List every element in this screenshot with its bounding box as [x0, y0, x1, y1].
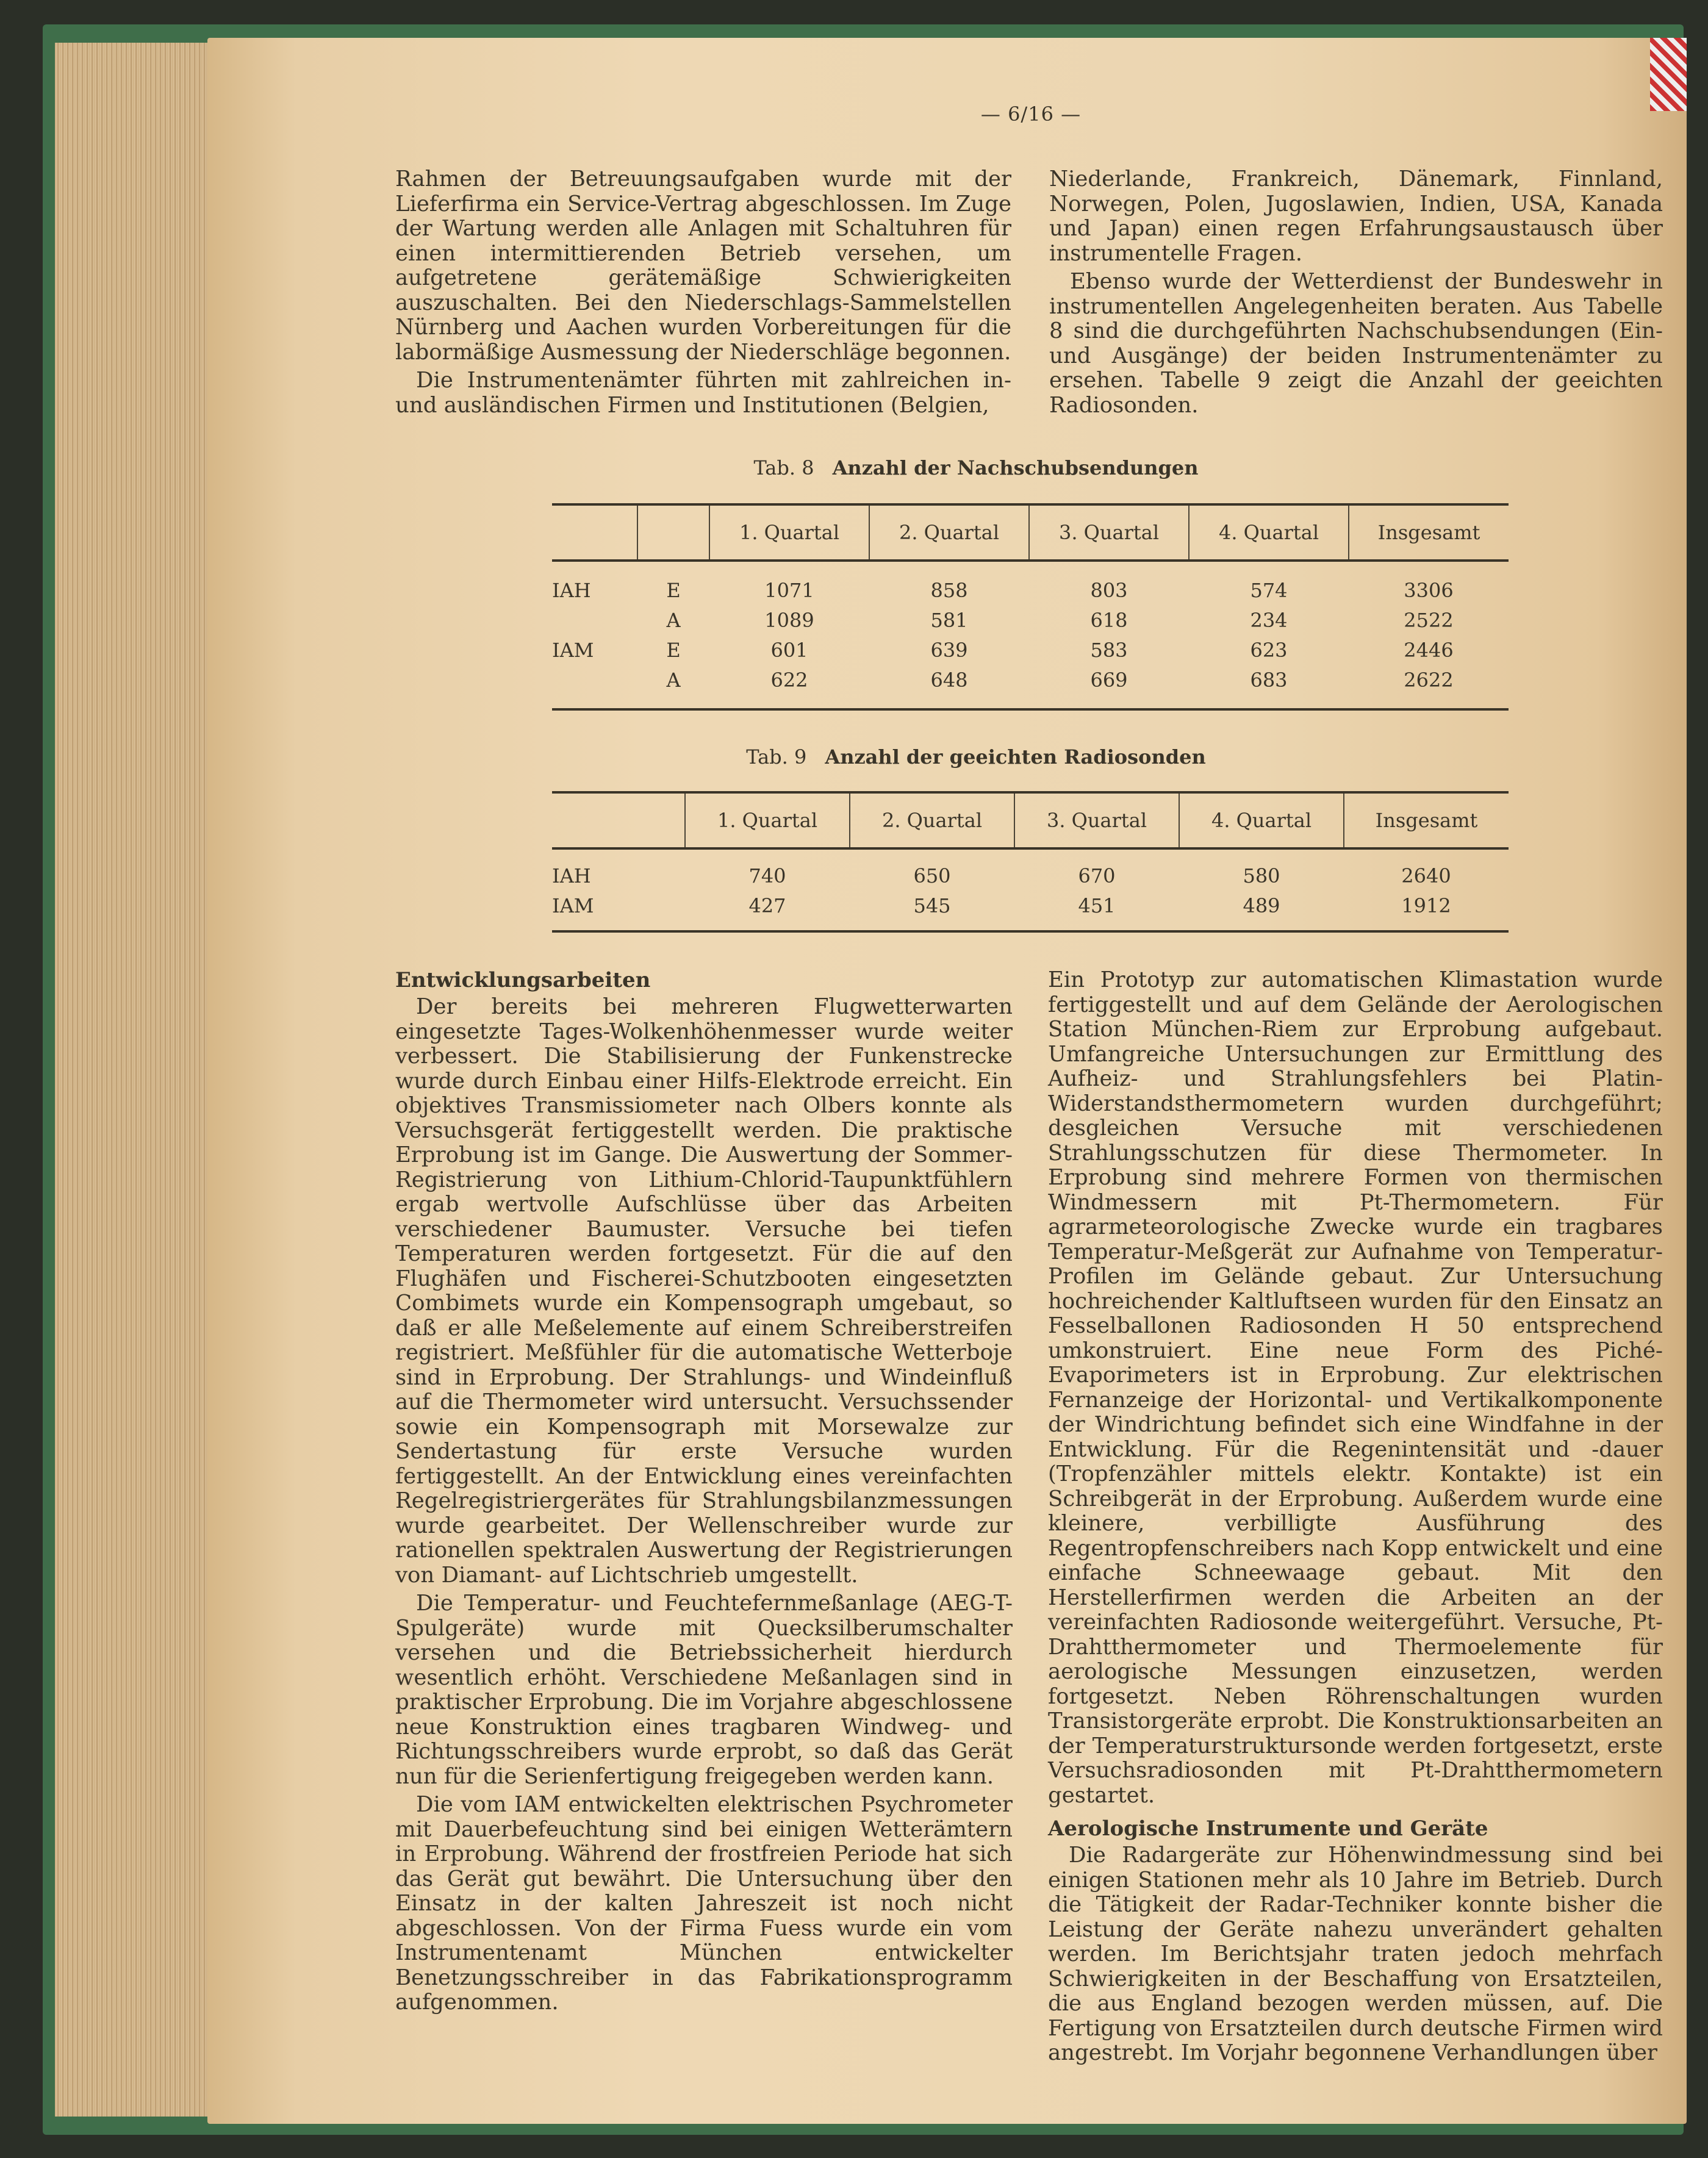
- value-cell: 623: [1250, 638, 1288, 662]
- column-header: Insgesamt: [1344, 792, 1509, 848]
- section-heading: Entwicklungsarbeiten: [395, 968, 651, 992]
- type-cell: E: [666, 638, 681, 662]
- table-row: [552, 848, 1509, 891]
- value-cell: 622: [770, 668, 808, 692]
- value-cell: 683: [1250, 668, 1288, 692]
- page-number: — 6/16 —: [980, 102, 1082, 126]
- value-cell: 648: [930, 668, 968, 692]
- color-calibration-strip: [1650, 38, 1687, 111]
- paragraph: Niederlande, Frankreich, Dänemark, Finnland, Norwegen, Polen, Jugoslawien, Indien, USA, Kanada und Japan) einen regen Erfahrungsaustausch über instrumentelle Fragen.: [1049, 167, 1663, 266]
- column-header: 4. Quartal: [1179, 792, 1344, 848]
- station-cell: IAH: [552, 864, 591, 887]
- table-9-caption: [549, 745, 1403, 769]
- column-bottom-left: [395, 968, 1013, 2019]
- table-row: [552, 605, 1509, 635]
- value-cell: 489: [1243, 894, 1280, 917]
- station-cell: IAM: [552, 894, 594, 917]
- header-station: [552, 504, 637, 561]
- value-cell: 1071: [764, 578, 814, 602]
- paragraph: Ebenso wurde der Wetterdienst der Bundeswehr in instrumentellen Angelegenheiten beraten. Aus Tabelle 8 sind die durchgeführten Nachschubsendungen (Ein- und Ausgänge) der beiden Instrumentenämter zu ersehen. Tabelle 9 zeigt die Anzahl der geeichten Radiosonden.: [1049, 269, 1663, 418]
- paragraph: Die vom IAM entwickelten elektrischen Psychrometer mit Dauerbefeuchtung sind bei einigen Wetterämtern in Erprobung. Während der frostfreien Periode hat sich das Gerät gut bewährt. Die Untersuchung über den Einsatz in der kalten Jahreszeit ist noch nicht abgeschlossen. Von der Firma Fuess wurde ein vom Instrumentenamt München entwickelter Benetzungsschreiber in das Fabrikationsprogramm aufgenommen.: [395, 1792, 1013, 2015]
- section-heading: Aerologische Instrumente und Geräte: [1048, 1816, 1488, 1841]
- value-cell: 545: [913, 894, 951, 917]
- column-header: 1. Quartal: [709, 504, 869, 561]
- station-cell: [552, 665, 637, 709]
- value-cell: 581: [930, 608, 968, 632]
- value-cell: 2522: [1404, 608, 1454, 632]
- type-cell: E: [666, 578, 681, 602]
- column-bottom-right: [1048, 968, 1663, 2070]
- table-8-caption: [549, 456, 1403, 479]
- table-number: Tab. 8: [753, 456, 814, 479]
- table-row: [552, 635, 1509, 665]
- paragraph: Ein Prototyp zur automatischen Klimastation wurde fertiggestellt und auf dem Gelände der Aerologischen Station München-Riem zur Erprobung aufgebaut. Umfangreiche Untersuchungen zur Ermittlung des Aufheiz- und Strahlungsfehlers bei Platin-Widerstandsthermometern wurden durchgeführt; desgleichen Versuche mit verschiedenen Strahlungsschutzen für diese Thermometer. In Erprobung sind mehrere Formen von thermischen Windmessern mit Pt-Thermometern. Für agrarmeteorologische Zwecke wurde ein tragbares Temperatur-Meßgerät zur Aufnahme von Temperatur-Profilen im Gelände gebaut. Zur Untersuchung hochreichender Kaltluftseen wurden für den Einsatz an Fesselballonen Radiosonden H 50 entsprechend umkonstruiert. Eine neue Form des Piché-Evaporimeters ist in Erprobung. Zur elektrischen Fernanzeige der Horizontal- und Vertikalkomponente der Windrichtung befindet sich eine Windfahne in der Entwicklung. Für die Regenintensität und -dauer (Tropfenzähler mittels elektr. Kontakte) ist ein Schreibgerät in der Erprobung. Außerdem wurde eine kleinere, verbilligte Ausführung des Regentropfenschreibers nach Kopp entwickelt und eine einfache Schneewaage gebaut. Mit den Herstellerfirmen werden die Arbeiten an der vereinfachten Radiosonde weitergeführt. Versuche, Pt-Drahtthermometer und Thermoelemente für aerologische Messungen einzusetzen, werden fortgesetzt. Neben Röhrenschaltungen wurden Transistorgeräte erprobt. Die Konstruktionsarbeiten an der Temperaturstruktursonde werden fortgesetzt, erste Versuchsradiosonden mit Pt-Drahtthermometern gestartet.: [1048, 967, 1663, 1808]
- value-cell: 740: [748, 864, 786, 887]
- column-header: 3. Quartal: [1029, 504, 1189, 561]
- column-header: 2. Quartal: [869, 504, 1029, 561]
- value-cell: 639: [930, 638, 968, 662]
- table-header-row: [552, 504, 1509, 561]
- column-header: 1. Quartal: [685, 792, 850, 848]
- column-header: 3. Quartal: [1014, 792, 1179, 848]
- value-cell: 601: [770, 638, 808, 662]
- station-cell: [552, 605, 637, 635]
- paragraph: Der bereits bei mehreren Flugwetterwarten eingesetzte Tages-Wolkenhöhenmesser wurde weiter verbessert. Die Stabilisierung der Funkenstrecke wurde durch Einbau einer Hilfs-Elektrode erreicht. Ein objektives Transmissiometer nach Olbers konnte als Versuchsgerät fertiggestellt werden. Die praktische Erprobung ist im Gange. Die Auswertung der Sommer-Registrierung von Lithium-Chlorid-Taupunktfühlern ergab wertvolle Aufschlüsse über das Arbeiten verschiedener Baumuster. Versuche bei tiefen Temperaturen werden fortgesetzt. Für die auf den Flughäfen und Fischerei-Schutzbooten eingesetzten Combimets wurde ein Kompensograph umgebaut, so daß er alle Meßelemente auf einem Schreiberstreifen registriert. Meßfühler für die automatische Wetterboje sind in Erprobung. Der Strahlungs- und Windeinfluß auf die Thermometer wird untersucht. Versuchssender sowie ein Kompensograph mit Morsewalze zur Sendertastung für erste Versuche wurden fertiggestellt. An der Entwicklung eines vereinfachten Regelregistriergerätes für Strahlungsbilanzmessungen wurde gearbeitet. Der Wellenschreiber wurde zur rationellen spektralen Auswertung der Registrierungen von Diamant- auf Lichtschrieb umgestellt.: [395, 994, 1013, 1588]
- column-header: 2. Quartal: [850, 792, 1014, 848]
- column-top-right: [1049, 167, 1663, 421]
- value-cell: 618: [1090, 608, 1128, 632]
- value-cell: 234: [1250, 608, 1288, 632]
- table-header-row: [552, 792, 1509, 848]
- value-cell: 427: [748, 894, 786, 917]
- value-cell: 2446: [1404, 638, 1454, 662]
- station-cell: IAM: [552, 638, 594, 662]
- table-title: Anzahl der geeichten Radiosonden: [825, 745, 1206, 769]
- value-cell: 2622: [1404, 668, 1454, 692]
- value-cell: 2640: [1401, 864, 1451, 887]
- table-title: Anzahl der Nachschubsendungen: [832, 456, 1199, 479]
- value-cell: 858: [930, 578, 968, 602]
- type-cell: A: [666, 608, 681, 632]
- table-8: [552, 503, 1509, 711]
- header-station: [552, 792, 685, 848]
- value-cell: 1089: [764, 608, 814, 632]
- value-cell: 583: [1090, 638, 1128, 662]
- value-cell: 451: [1078, 894, 1116, 917]
- paragraph: Die Instrumentenämter führten mit zahlreichen in- und ausländischen Firmen und Institutionen (Belgien,: [395, 368, 1011, 418]
- page-edges: [55, 43, 226, 2117]
- value-cell: 669: [1090, 668, 1128, 692]
- paragraph: Die Temperatur- und Feuchtefernmeßanlage (AEG-T-Spulgeräte) wurde mit Quecksilberumschalter versehen und die Betriebssicherheit hierdurch wesentlich erhöht. Verschiedene Meßanlagen sind in praktischer Erprobung. Die im Vorjahre abgeschlossene neue Konstruktion eines tragbaren Windweg- und Richtungsschreibers wurde erprobt, so daß das Gerät nun für die Serienfertigung freigegeben werden kann.: [395, 1591, 1013, 1789]
- paragraph: Die Radargeräte zur Höhenwindmessung sind bei einigen Stationen mehr als 10 Jahre im Betrieb. Durch die Tätigkeit der Radar-Techniker konnte bisher die Leistung der Geräte nahezu unverändert gehalten werden. Im Berichtsjahr traten jedoch mehrfach Schwierigkeiten in der Beschaffung von Ersatzteilen, die aus England bezogen werden müssen, auf. Die Fertigung von Ersatzteilen durch deutsche Firmen wird angestrebt. Im Vorjahr begonnene Verhandlungen über: [1048, 1843, 1663, 2065]
- paragraph: Rahmen der Betreuungsaufgaben wurde mit der Lieferfirma ein Service-Vertrag abgeschlossen. Im Zuge der Wartung werden alle Anlagen mit Schaltuhren für einen intermittierenden Betrieb versehen, um aufgetretene gerätemäßige Schwierigkeiten auszuschalten. Bei den Niederschlags-Sammelstellen Nürnberg und Aachen wurden Vorbereitungen für die labormäßige Ausmessung der Niederschläge begonnen.: [395, 167, 1011, 365]
- value-cell: 3306: [1404, 578, 1454, 602]
- table-9: [552, 791, 1509, 933]
- value-cell: 803: [1090, 578, 1128, 602]
- value-cell: 574: [1250, 578, 1288, 602]
- column-header: Insgesamt: [1349, 504, 1509, 561]
- table-row: [552, 665, 1509, 709]
- column-top-left: [395, 167, 1011, 421]
- station-cell: IAH: [552, 578, 591, 602]
- value-cell: 1912: [1401, 894, 1451, 917]
- value-cell: 580: [1243, 864, 1280, 887]
- type-cell: A: [666, 668, 681, 692]
- header-type: [637, 504, 709, 561]
- value-cell: 650: [913, 864, 951, 887]
- column-header: 4. Quartal: [1189, 504, 1349, 561]
- table-row: [552, 891, 1509, 931]
- value-cell: 670: [1078, 864, 1116, 887]
- table-number: Tab. 9: [746, 745, 807, 769]
- table-row: [552, 561, 1509, 605]
